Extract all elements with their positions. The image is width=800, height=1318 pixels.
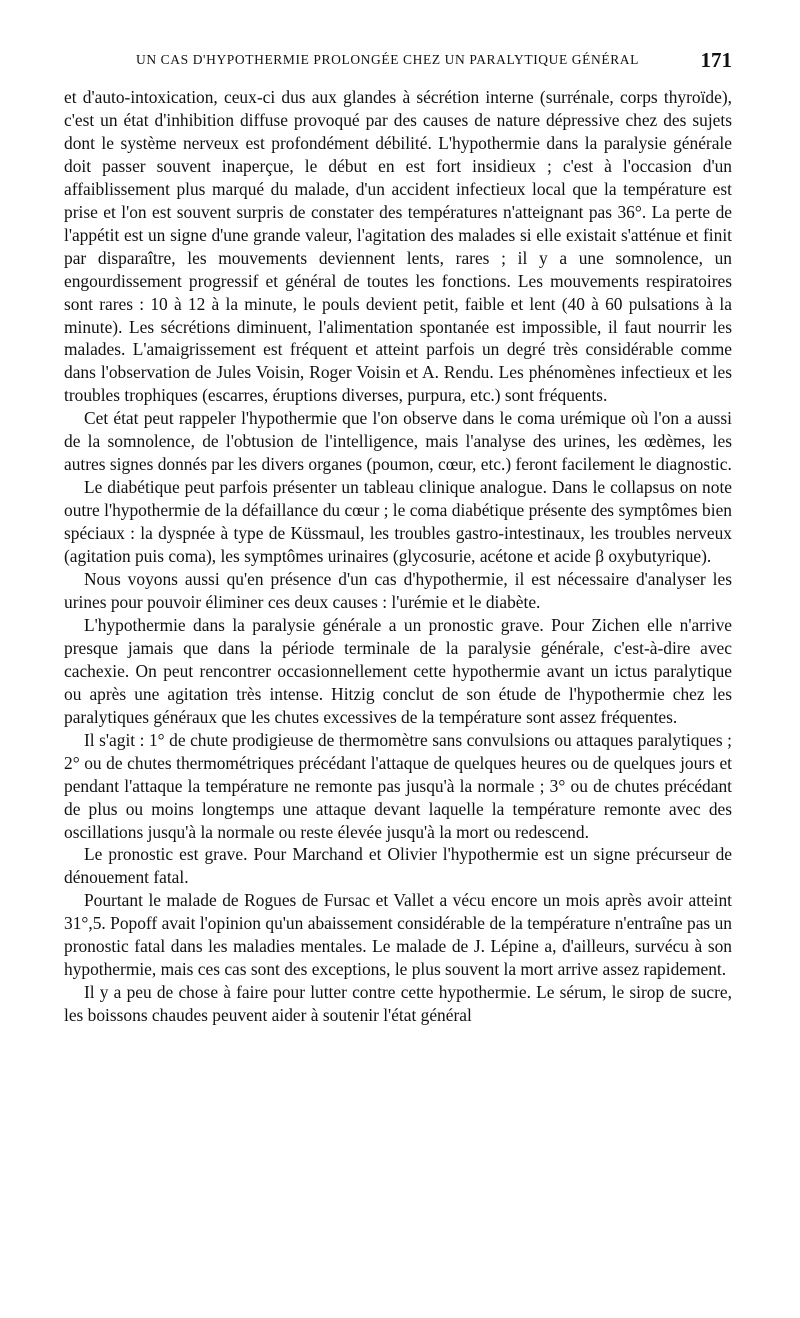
paragraph-urine-analysis: Nous voyons aussi qu'en présence d'un cas d'hypothermie, il est nécessaire d'analyser les urines pour pouvoir éliminer ces deux causes : l'urémie et le diabète. (64, 569, 732, 612)
paragraph-diabetic: Le diabétique peut parfois présenter un tableau clinique analogue. Dans le collapsus on note outre l'hypothermie de la défaillance du cœur ; le coma diabétique présente des symptômes bien spéciaux : la dyspnée à type de Küssmaul, les troubles gastro-intestinaux, les troubles nerveux (agitation puis coma), les symptômes urinaires (glycosurie, acétone et acide β oxybutyrique). (64, 477, 732, 567)
page-number: 171 (700, 48, 732, 72)
running-head (64, 48, 732, 78)
paragraph-exceptions: Pourtant le malade de Rogues de Fursac et Vallet a vécu encore un mois après avoir atteint 31°,5. Popoff avait l'opinion qu'un abaissement considérable de la température n'entraîne pas un pronostic fatal dans les maladies mentales. Le malade de J. Lépine a, d'ailleurs, survécu à son hypothermie, mais ces cas sont des exceptions, le plus souvent la mort arrive assez rapidement. (64, 890, 732, 980)
body-text (64, 86, 732, 1027)
paragraph-prognosis: L'hypothermie dans la paralysie générale a un pronostic grave. Pour Zichen elle n'arrive presque jamais que dans la période terminale de la paralysie générale, c'est-à-dire avec cachexie. On peut rencontrer occasionnellement cette hypothermie avant un ictus paralytique ou après une agitation très intense. Hitzig conclut de son étude de l'hypothermie chez les paralytiques généraux que les chutes excessives de la température sont assez fréquentes. (64, 614, 732, 727)
paragraph-uremic-coma: Cet état peut rappeler l'hypothermie que l'on observe dans le coma urémique où l'on a aussi de la somnolence, de l'obtusion de l'intelligence, mais l'analyse des urines, les œdèmes, les autres signes donnés par les divers organes (poumon, cœur, etc.) feront facilement le diagnostic. (64, 408, 732, 475)
paragraph-fatal-sign: Le pronostic est grave. Pour Marchand et Olivier l'hypothermie est un signe précurseur de dénouement fatal. (64, 844, 732, 888)
paragraph-treatment: Il y a peu de chose à faire pour lutter contre cette hypothermie. Le sérum, le sirop de sucre, les boissons chaudes peuvent aider à soutenir l'état général (64, 982, 732, 1026)
book-page (64, 48, 732, 1027)
paragraph-temperature-drops: Il s'agit : 1° de chute prodigieuse de thermomètre sans convulsions ou attaques paralytiques ; 2° ou de chutes thermométriques précédant l'attaque de quelques heures ou de quelques jours et pendant l'attaque la température ne remonte pas jusqu'à la normale ; 3° ou de chutes précédant de plus ou moins longtemps une attaque devant laquelle la température remonte avec des oscillations jusqu'à la normale ou reste élevée jusqu'à la mort ou redescend. (64, 729, 732, 842)
paragraph-continuation: et d'auto-intoxication, ceux-ci dus aux glandes à sécrétion interne (surrénale, corps thyroïde), c'est un état d'inhibition diffuse provoqué par des causes de nature dépressive chez des sujets dont le système nerveux est profondément débilité. L'hypothermie dans la paralysie générale doit passer souvent inaperçue, le début en est fort insidieux ; c'est à l'occasion d'un affaiblissement plus marqué du malade, d'un accident infectieux local que la température est prise et l'on est souvent surpris de constater des températures n'atteignant pas 36°. La perte de l'appétit est un signe d'une grande valeur, l'agitation des malades si elle existait s'atténue et finit par disparaître, les mouvements deviennent lents, rares ; il y a une somnolence, un engourdissement progressif et général de toutes les fonctions. Les mouvements respiratoires sont rares : 10 à 12 à la minute, le pouls devient petit, faible et lent (40 à 60 pulsations à la minute). Les sécrétions diminuent, l'alimentation spontanée est impossible, il faut nourrir les malades. L'amaigrissement est fréquent et atteint parfois un degré très considérable comme dans l'observation de Jules Voisin, Roger Voisin et A. Rendu. Les phénomènes infectieux et les troubles trophiques (escarres, éruptions diverses, purpura, etc.) sont fréquents. (64, 87, 732, 406)
running-title: UN CAS D'HYPOTHERMIE PROLONGÉE CHEZ UN PARALYTIQUE GÉNÉRAL (136, 52, 640, 67)
